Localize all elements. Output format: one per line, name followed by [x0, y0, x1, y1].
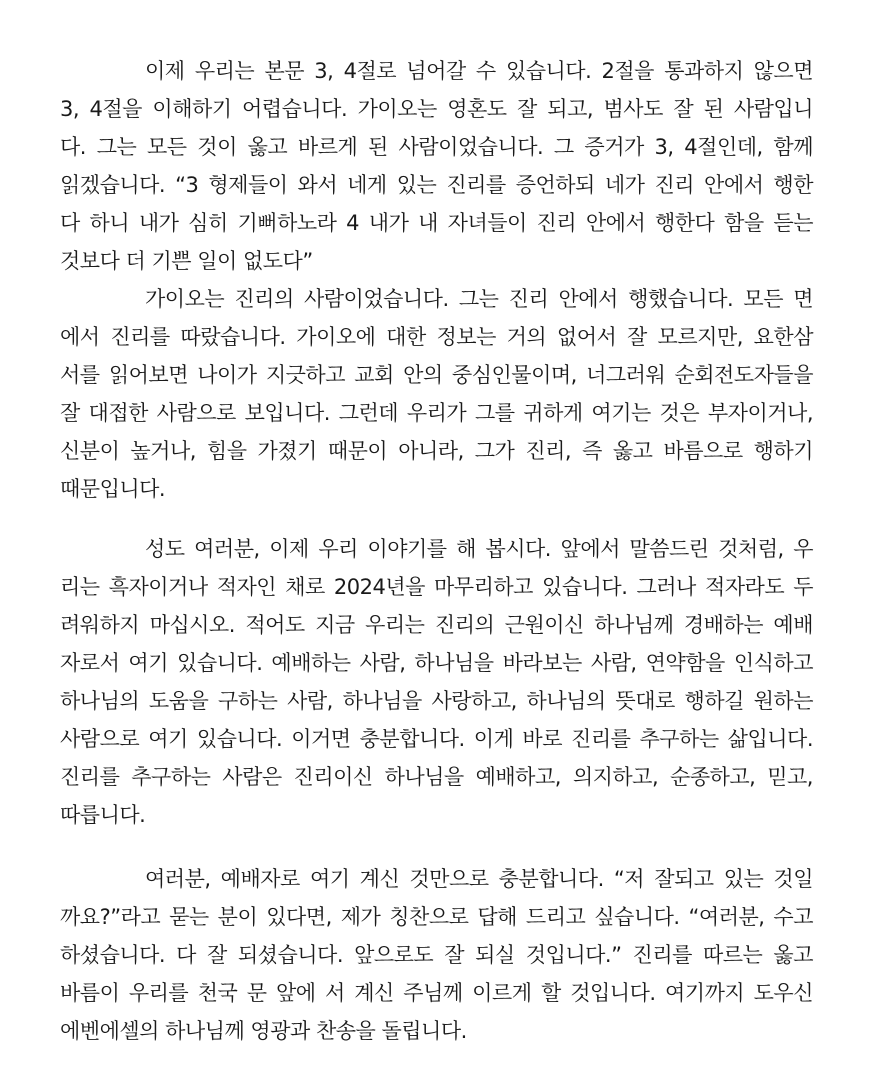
paragraph-line: 것보다 더 기쁜 일이 없도다”: [60, 249, 313, 273]
paragraph-line: 성도 여러분, 이제 우리 이야기를 해 봅시다. 앞에서 말씀드린 것처럼, 우: [145, 537, 813, 561]
paragraph-line: 리는 흑자이거나 적자인 채로 2024년을 마무리하고 있습니다. 그러나 적자라도 두: [60, 575, 813, 599]
paragraph-line: 까요?”라고 묻는 분이 있다면, 제가 칭찬으로 답해 드리고 싶습니다. “여러분, 수고: [60, 905, 813, 929]
paragraph-line: 에벤에셀의 하나님께 영광과 찬송을 돌립니다.: [60, 1019, 467, 1043]
paragraph-line: 바름이 우리를 천국 문 앞에 서 계신 주님께 이르게 할 것입니다. 여기까지 도우신: [60, 981, 813, 1005]
paragraph-line: 다. 그는 모든 것이 옳고 바르게 된 사람이었습니다. 그 증거가 3, 4절인데, 함께: [60, 135, 813, 159]
paragraph-line: 사람으로 여기 있습니다. 이거면 충분합니다. 이게 바로 진리를 추구하는 삶입니다.: [60, 727, 813, 751]
paragraph-line: 때문입니다.: [60, 477, 166, 501]
paragraph-line: 따릅니다.: [60, 803, 146, 827]
paragraph-line: 서를 읽어보면 나이가 지긋하고 교회 안의 중심인물이며, 너그러워 순회전도자들을: [60, 363, 813, 387]
paragraph-line: 다 하니 내가 심히 기뻐하노라 4 내가 내 자녀들이 진리 안에서 행한다 함을 듣는: [60, 211, 813, 235]
paragraph-line: 에서 진리를 따랐습니다. 가이오에 대한 정보는 거의 없어서 잘 모르지만, 요한삼: [60, 325, 813, 349]
paragraph-line: 가이오는 진리의 사람이었습니다. 그는 진리 안에서 행했습니다. 모든 면: [145, 287, 813, 311]
paragraph-line: 이제 우리는 본문 3, 4절로 넘어갈 수 있습니다. 2절을 통과하지 않으면: [145, 59, 813, 83]
paragraph-line: 하나님의 도움을 구하는 사람, 하나님을 사랑하고, 하나님의 뜻대로 행하길 원하는: [60, 689, 813, 713]
paragraph-line: 잘 대접한 사람으로 보입니다. 그런데 우리가 그를 귀하게 여기는 것은 부자이거나,: [60, 401, 813, 425]
paragraph-line: 자로서 여기 있습니다. 예배하는 사람, 하나님을 바라보는 사람, 연약함을 인식하고: [60, 651, 813, 675]
paragraph-line: 신분이 높거나, 힘을 가졌기 때문이 아니라, 그가 진리, 즉 옳고 바름으로 행하기: [60, 439, 813, 463]
paragraph-line: 려워하지 마십시오. 적어도 지금 우리는 진리의 근원이신 하나님께 경배하는 예배: [60, 613, 813, 637]
paragraph-line: 하셨습니다. 다 잘 되셨습니다. 앞으로도 잘 되실 것입니다.” 진리를 따르는 옳고: [60, 943, 813, 967]
paragraph-line: 3, 4절을 이해하기 어렵습니다. 가이오는 영혼도 잘 되고, 범사도 잘 된 사람입니: [60, 97, 813, 121]
paragraph-line: 여러분, 예배자로 여기 계신 것만으로 충분합니다. “저 잘되고 있는 것일: [145, 867, 813, 891]
paragraph-line: 진리를 추구하는 사람은 진리이신 하나님을 예배하고, 의지하고, 순종하고, 믿고,: [60, 765, 813, 789]
paragraph-line: 읽겠습니다. “3 형제들이 와서 네게 있는 진리를 증언하되 네가 진리 안에서 행한: [60, 173, 813, 197]
